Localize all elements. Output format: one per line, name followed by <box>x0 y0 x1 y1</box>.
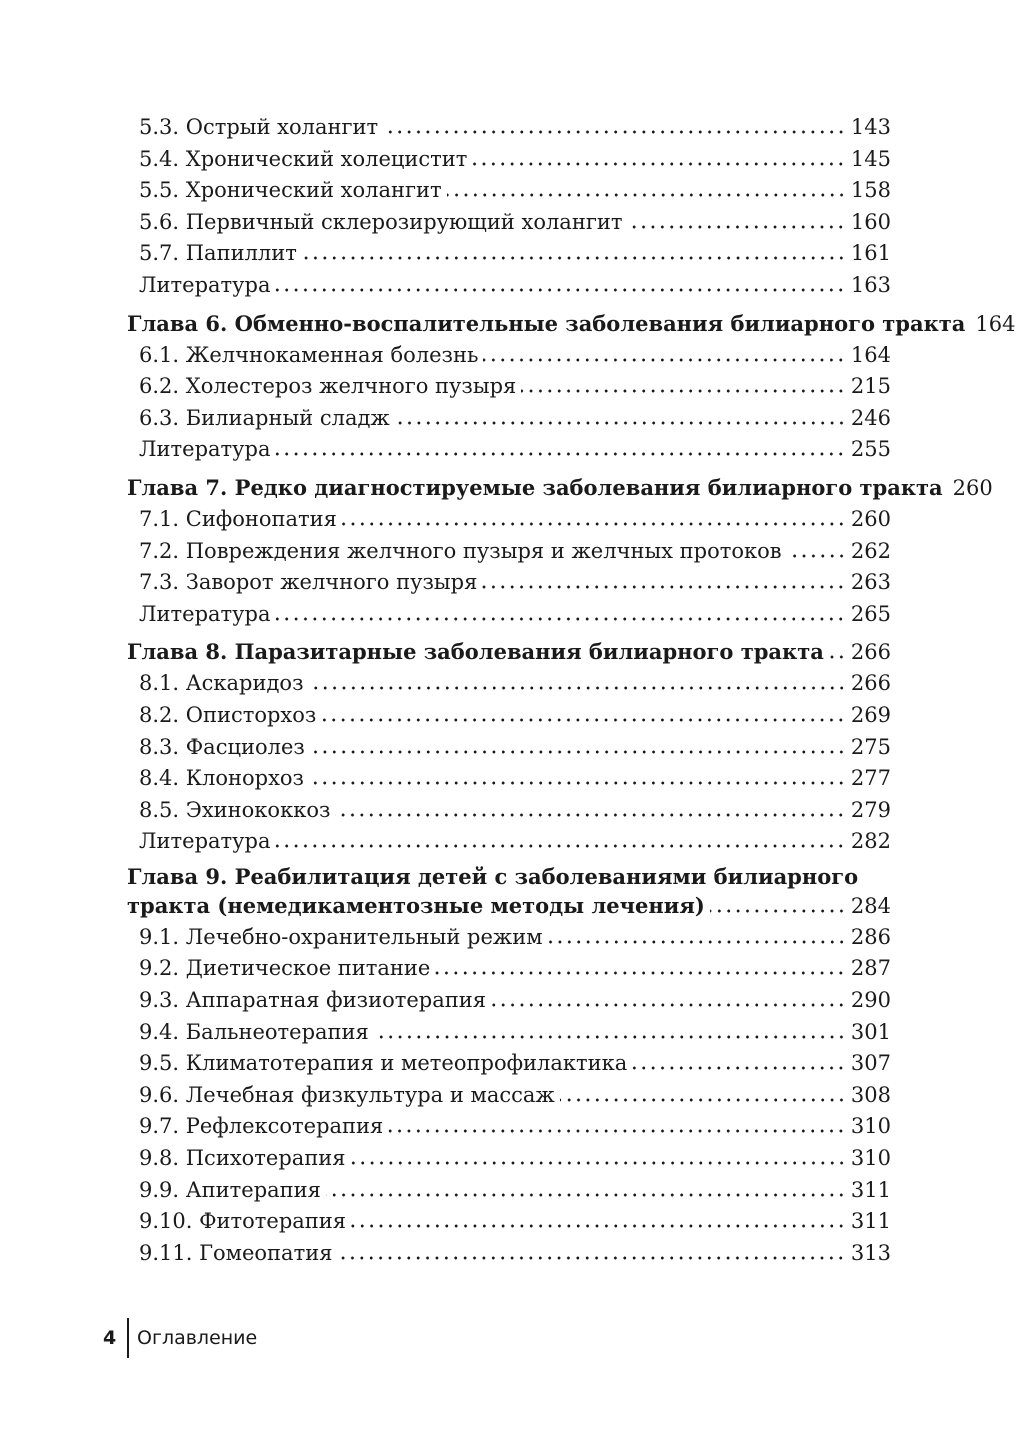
dot-leader <box>483 348 845 362</box>
table-of-contents <box>127 112 1015 1269</box>
toc-page-number: 286 <box>850 924 891 949</box>
toc-entry <box>127 1238 891 1270</box>
toc-label: 5.7. Папиллит <box>139 241 297 266</box>
toc-label: тракта (немедикаментозные методы лечения) <box>127 892 705 918</box>
dot-leader <box>710 899 846 913</box>
toc-page-number: 301 <box>850 1019 891 1044</box>
dot-leader <box>309 771 846 785</box>
dot-leader <box>447 183 846 197</box>
dot-leader <box>395 411 846 425</box>
toc-label: 7.1. Сифонопатия <box>139 506 337 531</box>
toc-label: 9.7. Рефлексотерапия <box>139 1114 384 1139</box>
toc-entry <box>127 504 891 536</box>
toc-label: 6.3. Билиарный сладж <box>139 405 390 430</box>
toc-label: 9.2. Диетическое питание <box>139 956 431 981</box>
dot-leader <box>351 1151 846 1165</box>
toc-page-number: 266 <box>850 671 891 696</box>
toc-label: 9.6. Лечебная физкультура и массаж <box>139 1082 555 1107</box>
toc-entry <box>127 1143 891 1175</box>
toc-entry <box>127 270 891 302</box>
dot-leader <box>335 803 845 817</box>
toc-page-number: 269 <box>850 702 891 727</box>
toc-label: 5.6. Первичный склерозирующий холангит <box>139 209 623 234</box>
toc-entry <box>127 1080 891 1112</box>
dot-leader <box>521 379 846 393</box>
toc-entry <box>127 795 891 827</box>
toc-entry <box>127 1111 891 1143</box>
toc-page-number: 311 <box>850 1177 891 1202</box>
toc-entry <box>127 536 891 568</box>
toc-label: 9.3. Аппаратная физиотерапия <box>139 988 486 1013</box>
toc-entry <box>127 567 891 599</box>
footer-divider <box>127 1318 129 1358</box>
toc-page-number: 164 <box>975 311 1015 336</box>
toc-entry <box>127 1175 891 1207</box>
toc-page-number: 260 <box>850 506 891 531</box>
dot-leader <box>275 607 845 621</box>
toc-label: 8.4. Клонорхоз <box>139 766 305 791</box>
toc-page-number: 290 <box>850 988 891 1013</box>
dot-leader <box>491 993 846 1007</box>
dot-leader <box>787 544 846 558</box>
toc-label: Литература <box>139 437 271 462</box>
toc-page-number: 163 <box>850 272 891 297</box>
toc-page-number: 263 <box>850 570 891 595</box>
toc-chapter <box>127 472 993 504</box>
dot-leader <box>326 1183 846 1197</box>
toc-page-number: 266 <box>850 640 891 665</box>
dot-leader <box>321 708 846 722</box>
dot-leader <box>337 1246 845 1260</box>
toc-label: 9.5. Климатотерапия и метеопрофилактика <box>139 1051 628 1076</box>
toc-page-number: 313 <box>850 1240 891 1265</box>
toc-page-number: 164 <box>850 342 891 367</box>
dot-leader <box>342 512 846 526</box>
toc-page-number: 307 <box>850 1051 891 1076</box>
dot-leader <box>560 1088 846 1102</box>
dot-leader <box>302 246 846 260</box>
toc-entry <box>127 599 891 631</box>
toc-entry <box>127 953 891 985</box>
toc-entry <box>127 144 891 176</box>
toc-page-number: 284 <box>850 893 891 918</box>
toc-page-number: 265 <box>850 601 891 626</box>
toc-entry <box>127 985 891 1017</box>
toc-page-number: 143 <box>850 115 891 139</box>
toc-entry <box>127 668 891 700</box>
toc-label: 9.11. Гомеопатия <box>139 1240 333 1265</box>
toc-label: 6.2. Холестероз желчного пузыря <box>139 374 517 399</box>
toc-label: 9.9. Апитерапия <box>139 1177 321 1202</box>
toc-entry <box>127 403 891 435</box>
toc-page-number: 158 <box>850 178 891 203</box>
toc-entry <box>127 207 891 239</box>
toc-label: 5.5. Хронический холангит <box>139 178 442 203</box>
toc-entry <box>127 175 891 207</box>
dot-leader <box>351 1214 846 1228</box>
toc-label: 7.2. Повреждения желчного пузыря и желчных протоков <box>139 538 782 563</box>
toc-label: 9.1. Лечебно-охранительный режим <box>139 924 543 949</box>
toc-entry <box>127 826 891 858</box>
toc-page-number: 310 <box>850 1114 891 1139</box>
toc-entry <box>127 238 891 270</box>
toc-entry <box>127 732 891 764</box>
toc-page-number: 145 <box>850 146 891 171</box>
toc-label: 9.8. Психотерапия <box>139 1146 346 1171</box>
toc-label: 8.5. Эхинококкоз <box>139 797 331 822</box>
dot-leader <box>275 278 845 292</box>
toc-label: Глава 9. Реабилитация детей с заболеваниями билиарного <box>127 863 859 889</box>
toc-label: 6.1. Желчнокаменная болезнь <box>139 342 479 367</box>
dot-leader <box>388 1119 846 1133</box>
toc-page-number: 310 <box>850 1146 891 1171</box>
toc-entry <box>127 700 891 732</box>
toc-page-number: 260 <box>952 475 993 500</box>
toc-chapter <box>127 308 1015 340</box>
toc-entry <box>127 763 891 795</box>
toc-entry <box>127 434 891 466</box>
toc-label: 7.3. Заворот желчного пузыря <box>139 570 478 595</box>
toc-page-number: 282 <box>850 829 891 854</box>
page-number: 4 <box>103 1327 117 1349</box>
toc-label: 8.3. Фасциолез <box>139 734 305 759</box>
toc-page-number: 262 <box>850 538 891 563</box>
toc-chapter <box>127 864 891 890</box>
toc-chapter <box>127 636 891 668</box>
toc-label: Глава 6. Обменно-воспалительные заболевания билиарного тракта <box>127 310 966 336</box>
toc-page-number: 275 <box>850 734 891 759</box>
toc-page-number: 255 <box>850 437 891 462</box>
toc-entry <box>127 1017 891 1049</box>
toc-label: 5.4. Хронический холецистит <box>139 146 468 171</box>
toc-entry <box>127 1206 891 1238</box>
dot-leader <box>627 215 845 229</box>
dot-leader <box>472 152 846 166</box>
toc-label: 5.3. Острый холангит <box>139 115 379 139</box>
toc-page-number: 161 <box>850 241 891 266</box>
toc-page-number: 160 <box>850 209 891 234</box>
toc-entry <box>127 1048 891 1080</box>
toc-page-number: 279 <box>850 797 891 822</box>
toc-label: Глава 8. Паразитарные заболевания билиарного тракта <box>127 639 824 665</box>
toc-entry <box>127 371 891 403</box>
dot-leader <box>309 676 846 690</box>
page-footer <box>103 1318 257 1358</box>
toc-label: Литература <box>139 601 271 626</box>
running-title: Оглавление <box>137 1327 258 1349</box>
toc-label: Литература <box>139 829 271 854</box>
dot-leader <box>482 575 846 589</box>
toc-chapter-continuation <box>127 890 891 922</box>
toc-page-number: 277 <box>850 766 891 791</box>
dot-leader <box>632 1056 846 1070</box>
dot-leader <box>435 961 846 975</box>
toc-page-number: 308 <box>850 1082 891 1107</box>
toc-label: 8.2. Описторхоз <box>139 702 317 727</box>
toc-label: Глава 7. Редко диагностируемые заболевания билиарного тракта <box>127 474 943 500</box>
dot-leader <box>383 120 846 134</box>
toc-entry <box>127 112 891 144</box>
toc-entry <box>127 340 891 372</box>
toc-page-number: 311 <box>850 1209 891 1234</box>
toc-label: 8.1. Аскаридоз <box>139 671 304 696</box>
toc-page-number: 287 <box>850 956 891 981</box>
dot-leader <box>548 930 846 944</box>
dot-leader <box>275 442 845 456</box>
dot-leader <box>275 834 845 848</box>
dot-leader <box>829 645 846 659</box>
toc-page-number: 215 <box>850 374 891 399</box>
dot-leader <box>310 740 846 754</box>
toc-page-number: 246 <box>850 405 891 430</box>
toc-label: Литература <box>139 272 271 297</box>
toc-entry <box>127 922 891 954</box>
toc-label: 9.10. Фитотерапия <box>139 1209 347 1234</box>
toc-label: 9.4. Бальнеотерапия <box>139 1019 369 1044</box>
dot-leader <box>374 1025 846 1039</box>
